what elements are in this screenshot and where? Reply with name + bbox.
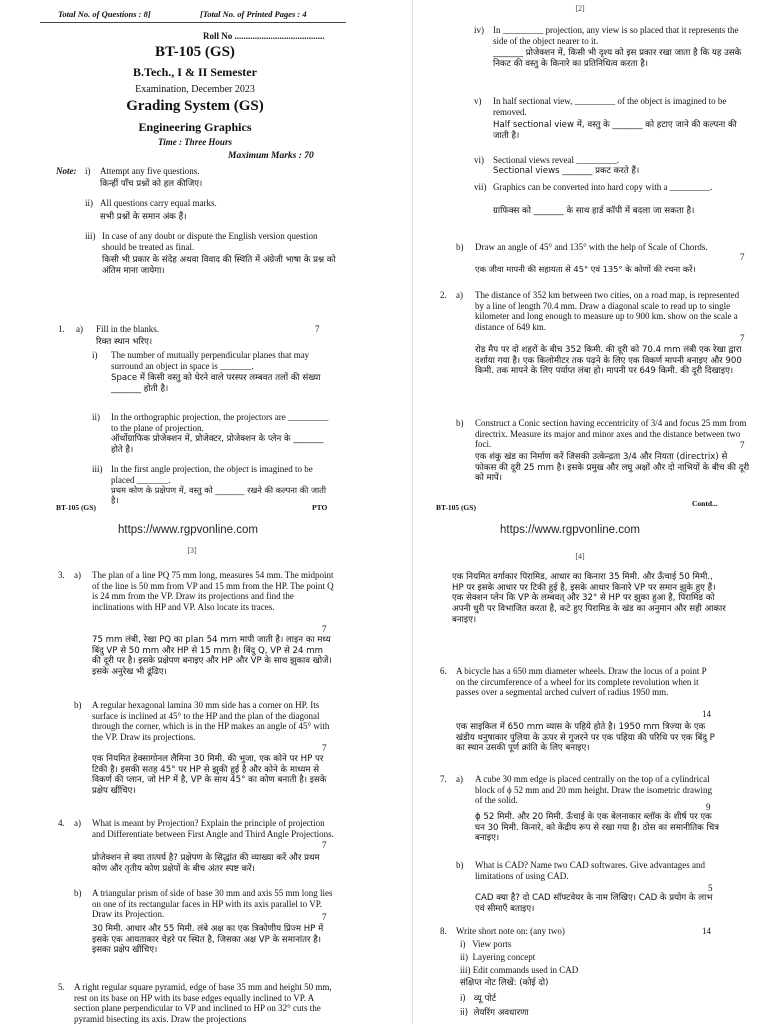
q1b-part: b)	[456, 242, 464, 252]
q1b-hi: एक जीवा मापनी की सहायता से 45° एवं 135° के कोणों की रचना करें।	[475, 264, 696, 274]
q7a-marks: 9	[706, 802, 711, 812]
q3b-marks: 7	[322, 743, 327, 753]
q8-item-3: iii) Edit commands used in CAD	[460, 965, 579, 975]
q7b-marks: 5	[708, 883, 713, 893]
note-3-hi: किसी भी प्रकार के संदेह अथवा विवाद की स्थिति में अंग्रेजी भाषा के प्रश्न को अंतिम माना जायेगा।	[102, 255, 336, 276]
note-1-en: Attempt any five questions.	[100, 166, 200, 176]
note-3-en: In case of any doubt or dispute the English version question should be treated as final.	[102, 231, 318, 252]
footer-code: BT-105 (GS)	[56, 503, 96, 512]
q8-item-1-hi: i) व्यू पोर्ट	[460, 994, 497, 1004]
q4a-marks: 7	[322, 840, 327, 850]
q1-item-2-hi: ऑर्थोग्राफिक प्रोजेक्शन में, प्रोजेक्टर, प्रोजेक्शन के प्लेन के _______ होते है।	[111, 434, 324, 455]
q1-item-1-num: i)	[92, 350, 98, 360]
q4a-part: a)	[74, 818, 81, 828]
q1-item-6-num: vi)	[474, 155, 484, 165]
q2a-en: The distance of 352 km between two cities, on a road map, is represented by a line of length 70.4 mm. Draw a diagonal scale to read up to single kilometer and long enough to measure up to 900 km. show on the scale a distance of 649 km.	[475, 290, 740, 332]
q1-item-7-hi: ग्राफिक्स को _______ के साथ हार्ड कॉपी में बदला जा सकता है।	[493, 206, 695, 216]
q8-item-1: i) View ports	[460, 939, 512, 949]
q1-item-2-en: In the orthographic projection, the projectors are _________ to the plane of projection.	[111, 412, 329, 433]
header-rule	[40, 22, 346, 23]
note-2-num: ii)	[85, 198, 93, 208]
q4b-marks: 7	[322, 912, 327, 922]
note-3-num: iii)	[85, 231, 96, 241]
q5-en: A right regular square pyramid, edge of base 35 mm and height 50 mm, rest on its base on HP with its base edges equally inclined to VP. A section plane perpendicular to VP and inclined to HP on 32° cuts the pyramid bisecting its axis. Draw the projections	[74, 982, 332, 1024]
note-1-num: i)	[85, 166, 91, 176]
q2b-en: Construct a Conic section having eccentricity of 3/4 and focus 25 mm from directrix. Measure its major and minor axes and the distance between two foci.	[475, 418, 747, 450]
q1-item-5-num: v)	[474, 96, 482, 106]
q1-item-2-num: ii)	[92, 412, 100, 422]
roll-no: Roll No ........................................	[203, 31, 325, 41]
exam-session: Examination, December 2023	[135, 84, 255, 95]
q1-item-1-en: The number of mutually perpendicular planes that may surround an object in space is _______.	[111, 350, 310, 371]
q1-item-7-en: Graphics can be converted into hard copy with a _________.	[493, 182, 713, 192]
q5-num: 5.	[58, 982, 65, 992]
website-url-left[interactable]: https://www.rgpvonline.com	[118, 524, 258, 536]
q1-item-7-num: vii)	[474, 182, 487, 192]
q8-en: Write short note on: (any two)	[456, 926, 565, 936]
q2b-hi: एक शंकु खंड का निर्माण करें जिसकी उत्केन्द्रता 3/4 और नियता (directrix) से फोकस की दूरी 25 mm है। इसके प्रमुख और लघु अक्षों और दो नाभियों के बीच की दूरी को मापें।	[475, 452, 750, 484]
header-total-questions: Total No. of Questions : 8]	[58, 9, 151, 19]
q4b-en: A triangular prism of side of base 30 mm and axis 55 mm long lies on one of its rectangular faces in HP with its axis parallel to VP. Draw its Projection.	[92, 888, 333, 920]
q2b-marks: 7	[740, 440, 745, 450]
q7b-part: b)	[456, 860, 464, 870]
page-3	[0, 542, 384, 1024]
q8-item-2: ii) Layering concept	[460, 952, 536, 962]
q1-marks: 7	[315, 324, 320, 334]
page-number: [3]	[187, 546, 197, 555]
note-2-en: All questions carry equal marks.	[100, 198, 217, 208]
q1-item-4-num: iv)	[474, 25, 484, 35]
q8-marks: 14	[702, 926, 711, 936]
page-2	[430, 0, 768, 512]
q1-num: 1.	[58, 324, 65, 334]
q1b-en: Draw an angle of 45° and 135° with the help of Scale of Chords.	[475, 242, 708, 252]
q2-num: 2.	[440, 290, 447, 300]
q1-part-a: a)	[76, 324, 83, 334]
footer-code: BT-105 (GS)	[436, 503, 476, 512]
q8-num: 8.	[440, 926, 447, 936]
q1-item-1-hi: Space में किसी वस्तु को घेरने वाले परस्पर लम्बवत तलों की संख्या _______ होती है।	[111, 373, 321, 394]
q2b-part: b)	[456, 418, 464, 428]
footer-pto: PTO	[312, 503, 328, 512]
q8-hi: संक्षिप्त नोट लिखें: (कोई दो)	[460, 978, 549, 988]
q3-num: 3.	[58, 570, 65, 580]
q6-num: 6.	[440, 666, 447, 676]
q1-item-6-en: Sectional views reveal _________.	[493, 155, 619, 165]
q7b-en: What is CAD? Name two CAD softwares. Give advantages and limitations of using CAD.	[475, 860, 705, 881]
q1-item-4-en: In _________ projection, any view is so placed that it represents the side of the object nearer to it.	[493, 25, 739, 46]
q1-item-3-num: iii)	[92, 464, 103, 474]
q1-item-4-hi: _______ प्रोजेक्शन में, किसी भी दृश्य को इस प्रकार रखा जाता है कि यह उसके निकट की वस्तु के किनारे का प्रतिनिधित्व करता है।	[493, 48, 742, 69]
max-marks: Maximum Marks : 70	[228, 151, 314, 161]
subject-title: Engineering Graphics	[138, 120, 252, 134]
q1-item-3-hi: प्रथम कोण के प्रक्षेपण में, वस्तु को _______ रखने की कल्पना की जाती है।	[111, 485, 327, 506]
q3b-hi: एक नियमित हेक्सागोनल लैमिना 30 मिमी. की भुजा, एक कोने पर HP पर टिकी है। इसकी सतह 45° पर HP से झुकी हुई है और कोने के माध्यम से विकर्ण की प्लान, जो HP में है, VP के साथ 45° का कोण बनाती है। इसके प्रक्षेप खींचिए।	[92, 754, 327, 797]
header-total-pages: [Total No. of Printed Pages : 4	[200, 9, 307, 19]
q5-cont-hi: एक नियमित वर्गाकार पिरामिड, आधार का किनारा 35 मिमी. और ऊँचाई 50 मिमी., HP पर इसके आधार पर टिकी हुई है, इसके आधार किनारे VP पर समान झुके हुए हैं। एक सेक्शन प्लेन कि VP के लम्बवत् और 32° से HP पर झुका हुआ है, पिरामिड को अपनी धुरी पर विभाजित करता है, कटे हुए पिरामिड के खंड का अनुमान और सही आकार बनाइए।	[452, 572, 726, 625]
q2a-part: a)	[456, 290, 463, 300]
q4b-hi: 30 मिमी. आधार और 55 मिमी. लंबे अक्ष का एक त्रिकोणीय प्रिज्म HP में इसके एक आयताकार चेहरे पर स्थित है, जिसका अक्ष VP के समानांतर है। इसका प्रक्षेप खींचिए।	[92, 924, 324, 956]
course-title: B.Tech., I & II Semester	[133, 65, 257, 79]
q1-title-hi: रिक्त स्थान भरिए।	[96, 337, 153, 347]
q7-num: 7.	[440, 774, 447, 784]
paper-code: BT-105 (GS)	[155, 44, 235, 60]
q1b-marks: 7	[740, 252, 745, 262]
note-label: Note:	[56, 166, 77, 176]
q7b-hi: CAD क्या है? दो CAD सॉफ्टवेयर के नाम लिखिए। CAD के प्रयोग के लाभ एवं सीमाएँ बताइए।	[475, 893, 713, 914]
exam-time: Time : Three Hours	[158, 137, 232, 147]
q1-item-5-hi: Half sectional view में, वस्तु के _______ को हटाए जाने की कल्पना की जाती है।	[493, 120, 737, 141]
page-4	[430, 542, 768, 1024]
q8-item-2-hi: ii) लेयरिंग अवधारणा	[460, 1008, 529, 1018]
q6-hi: एक साइकिल में 650 mm व्यास के पहिये होते है। 1950 mm त्रिज्या के एक खंडीय धनुषाकार पुलिया के ऊपर से गुजरने पर एक पहिया की परिधि पर एक बिंदु P का स्थान उसकी पूर्ण क्रांति के लिए बनाइए।	[456, 722, 715, 754]
q3a-marks: 7	[322, 624, 327, 634]
q1-title: Fill in the blanks.	[96, 324, 159, 334]
q1-item-5-en: In half sectional view, _________ of the object is imagined to be removed.	[493, 96, 727, 117]
q6-en: A bicycle has a 650 mm diameter wheels. Draw the locus of a point P on the circumference of a wheel for its complete revolution when it passes over a segmental arched culvert of radius 1950 mm.	[456, 666, 707, 698]
q3a-part: a)	[74, 570, 81, 580]
page-divider	[412, 0, 413, 1024]
q3a-hi: 75 mm लंबी, रेखा PQ का plan 54 mm मापी जाती है। लाइन का मध्य बिंदु VP से 50 mm और HP से 15 mm है। बिंदु Q, VP से 24 mm की दूरी पर है। इसके प्रक्षेपण बनाइए और HP और VP के साथ झुकाव खोजें। इसके अनुरेख भी ढूंढिए।	[92, 635, 332, 678]
note-2-hi: सभी प्रश्नों के समान अंक हैं।	[100, 212, 187, 222]
q1-item-3-en: In the first angle projection, the object is imagined to be placed _______.	[111, 464, 313, 485]
q4a-en: What is meant by Projection? Explain the principle of projection and Differentiate between First Angle and Third Angle Projections.	[92, 818, 334, 839]
website-url-right[interactable]: https://www.rgpvonline.com	[500, 524, 640, 536]
q4b-part: b)	[74, 888, 82, 898]
q2a-hi: रोड मैप पर दो शहरों के बीच 352 किमी. की दूरी को 70.4 mm लंबी एक रेखा द्वारा दर्शाया गया है। एक किलोमीटर तक पढ़ने के लिए एक विकर्ण मापनी बनाइए और 900 किमी. तक मापने के लिए पर्याप्त लंबा हो। मापनी पर 649 किमी. की दूरी दिखाइए।	[475, 345, 742, 377]
q7a-part: a)	[456, 774, 463, 784]
q7a-en: A cube 30 mm edge is placed centrally on the top of a cylindrical block of ϕ 52 mm and 20 mm height. Draw the isometric drawing of the solid.	[475, 774, 712, 806]
q1-item-6-hi: Sectional views _______ प्रकट करते हैं।	[493, 166, 640, 176]
page-number: [2]	[575, 4, 585, 13]
page-1	[0, 0, 384, 512]
q3b-en: A regular hexagonal lamina 30 mm side has a corner on HP. Its surface is inclined at 45° to the HP and the plan of the diagonal through the corner, which is in the HP makes an angle of 45° with the VP. Draw its projections.	[92, 700, 330, 742]
q6-marks: 14	[702, 709, 711, 719]
q7a-hi: ϕ 52 मिमी. और 20 मिमी. ऊँचाई के एक बेलनाकार ब्लॉक के शीर्ष पर एक घन 30 मिमी. किनारे, को केंद्रीय रूप से रखा गया है। ठोस का समानीतिक चित्र बनाइए।	[475, 812, 719, 844]
q2a-marks: 7	[740, 333, 745, 343]
q4a-hi: प्रोजेक्शन से क्या तात्पर्य है? प्रक्षेपण के सिद्धांत की व्याख्या करें और प्रथम कोण और तृतीय कोण प्रक्षेपों के बीच अंतर स्पष्ट करें।	[92, 853, 320, 874]
footer-contd: Contd...	[692, 499, 718, 508]
note-1-hi: किन्हीं पाँच प्रश्नों को हल कीजिए।	[100, 179, 203, 189]
q3b-part: b)	[74, 700, 82, 710]
q3a-en: The plan of a line PQ 75 mm long, measures 54 mm. The midpoint of the line is 50 mm from VP and 15 mm from the HP. The point Q is 24 mm from the VP. Draw its projections and find the inclinations with HP and VP. Also locate its traces.	[92, 570, 334, 612]
page-number: [4]	[575, 552, 585, 561]
q4-num: 4.	[58, 818, 65, 828]
grading-system: Grading System (GS)	[126, 98, 264, 114]
